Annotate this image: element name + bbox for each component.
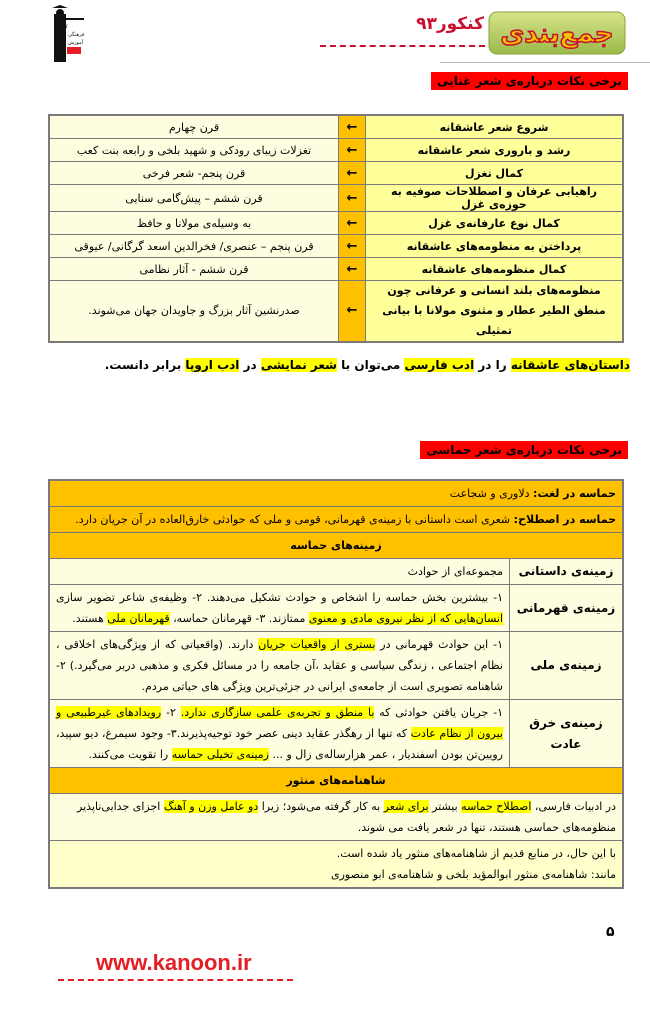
ghahremani-label: زمینه‌ی قهرمانی bbox=[510, 585, 624, 632]
melli-text bbox=[49, 632, 510, 700]
text-part: اجزای جدایی‌ناپذیر منظومه‌های حماسی هستند، تنها در شعر یافت می شوند. bbox=[77, 800, 616, 834]
topic-cell: پرداختن به منظومه‌های عاشقانه bbox=[366, 235, 624, 258]
table-row bbox=[49, 235, 623, 258]
topic-cell: کمال منظومه‌های عاشقانه bbox=[366, 258, 624, 281]
note-part: می‌توان با bbox=[336, 358, 405, 372]
highlight-part: برای شعر bbox=[383, 800, 429, 813]
subtitle: کنکور۹۳ bbox=[416, 14, 484, 34]
jambandi-logo-icon bbox=[487, 8, 627, 58]
text-part: را تقویت می‌کنند. bbox=[88, 748, 172, 761]
website-divider bbox=[58, 979, 293, 981]
topic-cell: کمال نوع عارفانه‌ی غزل bbox=[366, 212, 624, 235]
lughat-label: حماسه در لغت: bbox=[533, 487, 616, 500]
table-row bbox=[49, 258, 623, 281]
arrow-left-icon: ← bbox=[339, 185, 366, 212]
note-part: برابر دانست. bbox=[104, 358, 186, 372]
lyric-poetry-table bbox=[48, 114, 624, 343]
subtitle-divider bbox=[320, 45, 485, 47]
table-row bbox=[49, 794, 623, 841]
text-part: در ادبیات فارسی، bbox=[531, 800, 616, 813]
dastani-text: مجموعه‌ای از حوادث bbox=[49, 559, 510, 585]
epic-poetry-table bbox=[48, 479, 624, 889]
table-row bbox=[49, 585, 623, 632]
table-row bbox=[49, 162, 623, 185]
table-row bbox=[49, 480, 623, 507]
text-part: به کار گرفته می‌شود؛ زیرا bbox=[258, 800, 384, 813]
melli-label: زمینه‌ی ملی bbox=[510, 632, 624, 700]
table-row bbox=[49, 507, 623, 533]
zamine-header: زمینه‌های حماسه bbox=[49, 533, 623, 559]
header-divider bbox=[440, 62, 650, 63]
description-cell: قرن پنجم – عنصری/ فخرالدین اسعد گرگانی/ عیوقی bbox=[49, 235, 339, 258]
description-cell: صدرنشین آثار بزرگ و جاویدان جهان می‌شوند. bbox=[49, 281, 339, 343]
note-part: را در bbox=[474, 358, 511, 372]
final-line-2: مانند: شاهنامه‌ی منثور ابوالمؤید بلخی و شاهنامه‌ی ابو منصوری bbox=[330, 868, 616, 881]
note-part: داستان‌های عاشقانه bbox=[510, 358, 630, 372]
istilah-text: شعری است داستانی با زمینه‌ی قهرمانی، قومی و ملی که حوادثی خارق‌العاده در آن جریان دارد. bbox=[75, 513, 514, 526]
highlight-part: رویدادهای غیرطبیعی و بیرون از نظام عادت bbox=[56, 706, 503, 740]
arrow-left-icon: ← bbox=[339, 139, 366, 162]
topic-cell: منظومه‌های بلند انسانی و عرفانی چون منطق الطیر عطار و مثنوی مولانا با بیانی تمثیلی bbox=[366, 281, 624, 343]
description-cell: قرن پنجم- شعر فرخی bbox=[49, 162, 339, 185]
kanoon-logo-icon bbox=[46, 4, 86, 64]
logo-text-1: کانون bbox=[56, 24, 68, 30]
highlight-part: زمینه‌ی تخیلی حماسه bbox=[171, 748, 269, 761]
arrow-left-icon: ← bbox=[339, 235, 366, 258]
topic-cell: راهیابی عرفان و اصطلاحات صوفیه به حوزه‌ی غزل bbox=[366, 185, 624, 212]
highlight-part: با منطق و تجربه‌ی علمی سازگاری ندارد. bbox=[180, 706, 375, 719]
lughat-cell bbox=[49, 480, 623, 507]
table-row bbox=[49, 533, 623, 559]
arrow-left-icon: ← bbox=[339, 281, 366, 343]
description-cell: قرن چهارم bbox=[49, 115, 339, 139]
ghahremani-text bbox=[49, 585, 510, 632]
note-part: ادب اروپا bbox=[185, 358, 240, 372]
text-part: دارند. (واقعیاتی که از ویژگی‌های اخلاقی ، نظام اجتماعی ، زندگی سیاسی و عقاید ،آن جامعه را در مسائل فکری و مذهبی دربر می‌گیرد.) ۲- شاهنامه تصویری است از جامعه‌ی ایرانی در جزئی‌ترین ویژگی های حیاتی مردم. bbox=[56, 638, 503, 693]
highlight-part: قهرمانان ملی bbox=[107, 612, 170, 625]
highlight-part: انسان‌هایی که از نظر نیروی مادی و معنوی bbox=[308, 612, 503, 625]
text-part: ۱- بیشترین بخش حماسه را اشخاص و حوادث تشکیل می‌دهند. ۲- وظیفه‌ی شاعر تصویر سازی bbox=[56, 591, 503, 604]
text-part: که تنها از رهگذر عقاید دینی عصر خود توجیه‌پذیرند.۳- وجود سیمرغ، دیو سپید، رویین‌تن بودن اسفندیار ، عمر هزارساله‌ی زال و ... bbox=[56, 727, 503, 761]
table-row bbox=[49, 700, 623, 768]
kharq-text bbox=[49, 700, 510, 768]
section1-title: برخی نکات درباره‌ی شعر غنایی bbox=[431, 72, 628, 90]
table-row bbox=[49, 841, 623, 889]
arrow-left-icon: ← bbox=[339, 162, 366, 185]
table-row bbox=[49, 115, 623, 139]
lughat-text: دلاوری و شجاعت bbox=[449, 487, 534, 500]
section2-title: برخی نکات درباره‌ی شعر حماسی bbox=[420, 441, 628, 459]
description-cell: به وسیله‌ی مولانا و حافظ bbox=[49, 212, 339, 235]
table-row bbox=[49, 632, 623, 700]
manthur-header: شاهنامه‌های منثور bbox=[49, 768, 623, 794]
table-row bbox=[49, 212, 623, 235]
topic-cell: شروع شعر عاشقانه bbox=[366, 115, 624, 139]
arrow-left-icon: ← bbox=[339, 258, 366, 281]
note-paragraph bbox=[105, 358, 630, 372]
highlight-part: اصطلاح حماسه bbox=[461, 800, 532, 813]
text-part: ۱- این حوادث قهرمانی در bbox=[375, 638, 503, 651]
kharq-label: زمینه‌ی خرق عادت bbox=[510, 700, 624, 768]
dastani-label: زمینه‌ی داستانی bbox=[510, 559, 624, 585]
topic-cell: رشد و باروری شعر عاشقانه bbox=[366, 139, 624, 162]
svg-text:جمع‌بندی: جمع‌بندی bbox=[500, 19, 614, 49]
page-number: ۵ bbox=[606, 924, 615, 940]
istilah-cell bbox=[49, 507, 623, 533]
table-row bbox=[49, 139, 623, 162]
logo-text-3: آموزش bbox=[68, 40, 84, 46]
table-row bbox=[49, 768, 623, 794]
final-cell bbox=[49, 841, 623, 889]
text-part: ممتازند. ۳- قهرمانان حماسه، bbox=[169, 612, 309, 625]
description-cell: قرن ششم – پیش‌گامی سنایی bbox=[49, 185, 339, 212]
istilah-label: حماسه در اصطلاح: bbox=[513, 513, 616, 526]
note-part: ادب فارسی bbox=[404, 358, 475, 372]
arrow-left-icon: ← bbox=[339, 212, 366, 235]
text-part: بیشتر bbox=[428, 800, 462, 813]
table-row bbox=[49, 559, 623, 585]
description-cell: تغزلات زیبای رودکی و شهید بلخی و رابعه بنت کعب bbox=[49, 139, 339, 162]
text-part: ۲- bbox=[161, 706, 181, 719]
table-row bbox=[49, 281, 623, 343]
topic-cell: کمال تغزل bbox=[366, 162, 624, 185]
table-row bbox=[49, 185, 623, 212]
text-part: ۱- جریان یافتن حوادثی که bbox=[374, 706, 504, 719]
description-cell: قرن ششم - آثار نظامی bbox=[49, 258, 339, 281]
note-part: در bbox=[239, 358, 261, 372]
text-part: هستند. bbox=[72, 612, 108, 625]
arrow-left-icon: ← bbox=[339, 115, 366, 139]
highlight-part: دو عامل وزن و آهنگ bbox=[163, 800, 259, 813]
website-link[interactable]: www.kanoon.ir bbox=[96, 950, 252, 975]
highlight-part: بستری از واقعیات جریان bbox=[258, 638, 376, 651]
note-part: شعر نمایشی bbox=[260, 358, 337, 372]
manthur-text bbox=[49, 794, 623, 841]
logo-text-2: فرهنگی bbox=[68, 32, 85, 38]
final-line-1: با این حال، در منابع قدیم از شاهنامه‌های منثور یاد شده است. bbox=[336, 847, 616, 860]
